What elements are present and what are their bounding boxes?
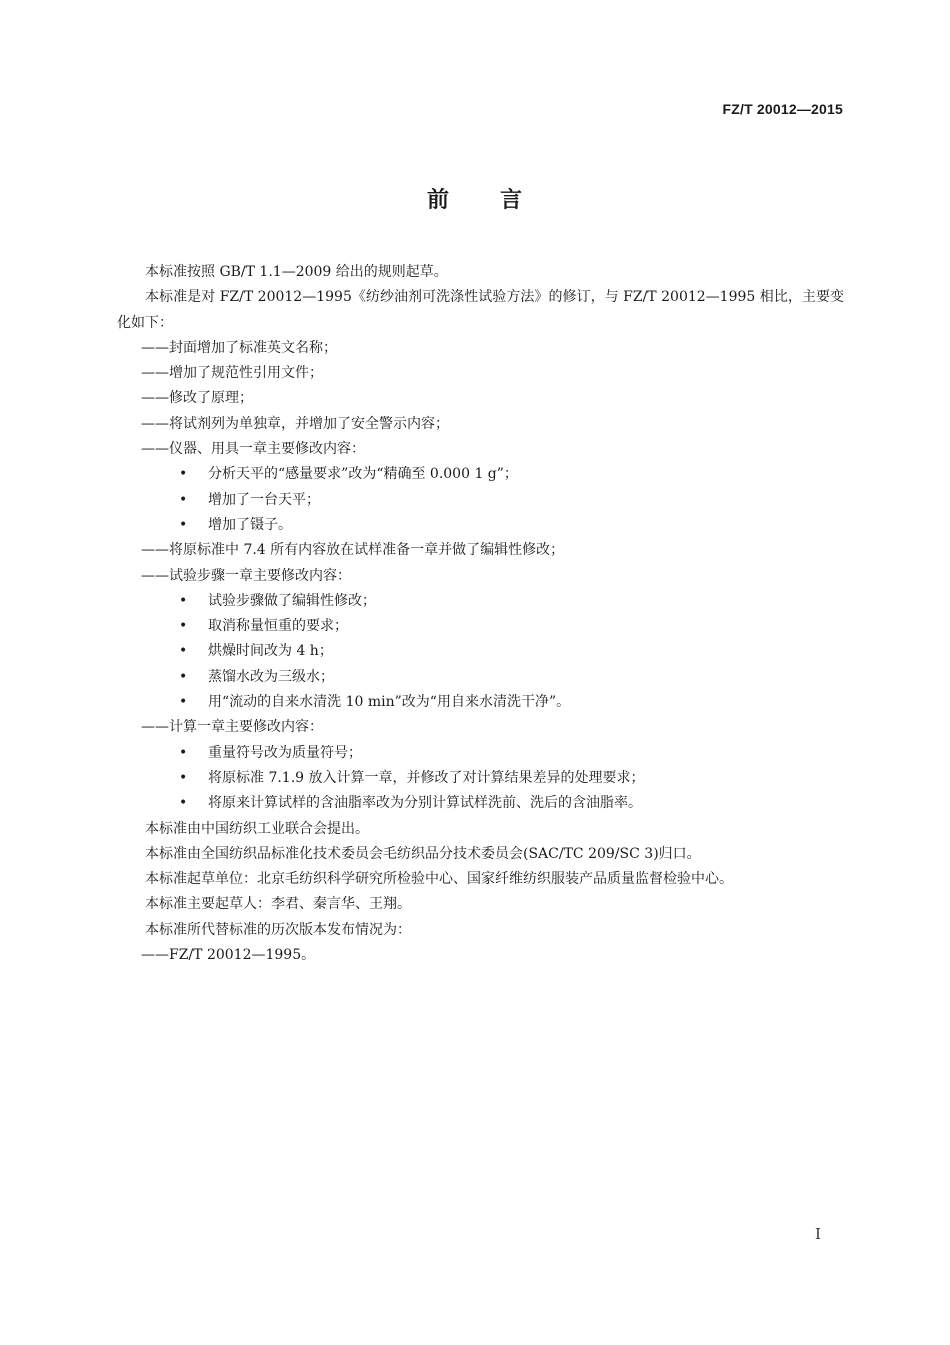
change-item: ——计算一章主要修改内容：	[141, 719, 323, 736]
page-title	[0, 183, 950, 214]
title-part-2: 言	[500, 188, 524, 213]
bullet-icon: •	[179, 491, 188, 508]
paragraph-drafting-units: 本标准起草单位：北京毛纺织科学研究所检验中心、国家纤维纺织服装产品质量监督检验中心。	[145, 871, 733, 888]
paragraph-replaced-editions: 本标准所代替标准的历次版本发布情况为：	[145, 921, 411, 938]
change-item: ——试验步骤一章主要修改内容：	[141, 567, 351, 584]
bullet-icon: •	[179, 592, 188, 609]
sub-change-item: • 分析天平的“感量要求”改为“精确至 0.000 1 g”；	[117, 462, 844, 487]
foreword-body	[117, 260, 844, 968]
standard-code: FZ/T 20012—2015	[722, 101, 843, 117]
sub-change-item: • 增加了镊子。	[117, 513, 844, 538]
paragraph-drafting-rule: 本标准按照 GB/T 1.1—2009 给出的规则起草。	[145, 264, 448, 280]
change-item: ——修改了原理；	[141, 390, 253, 407]
paragraph-drafters: 本标准主要起草人：李君、秦言华、王翔。	[145, 896, 411, 913]
bullet-icon: •	[179, 668, 188, 685]
replaced-edition-item: ——FZ/T 20012—1995。	[141, 947, 316, 964]
bullet-icon: •	[179, 769, 188, 786]
title-part-1: 前	[426, 188, 450, 213]
bullet-icon: •	[179, 643, 188, 660]
change-item: ——增加了规范性引用文件；	[141, 365, 323, 382]
bullet-icon: •	[179, 516, 188, 533]
change-item: ——将原标准中 7.4 所有内容放在试样准备一章并做了编辑性修改；	[141, 542, 565, 559]
sub-change-item: • 试验步骤做了编辑性修改；	[117, 589, 844, 614]
paragraph-proposer: 本标准由中国纺织工业联合会提出。	[145, 820, 369, 837]
sub-change-item: • 蒸馏水改为三级水；	[117, 665, 844, 690]
bullet-icon: •	[179, 795, 188, 812]
change-item: ——封面增加了标准英文名称；	[141, 339, 337, 356]
sub-change-item: • 增加了一台天平；	[117, 488, 844, 513]
sub-change-item: • 将原标准 7.1.9 放入计算一章，并修改了对计算结果差异的处理要求；	[117, 766, 844, 791]
bullet-icon: •	[179, 618, 188, 635]
sub-change-item: • 用“流动的自来水清洗 10 min”改为“用自来水清洗干净”。	[117, 690, 844, 715]
sub-change-item: • 烘燥时间改为 4 h；	[117, 639, 844, 664]
paragraph-revision-intro: 本标准是对 FZ/T 20012—1995《纺纱油剂可洗涤性试验方法》的修订，与 FZ/T 20012—1995 相比，主要变化如下：	[117, 289, 844, 331]
paragraph-administrator: 本标准由全国纺织品标准化技术委员会毛纺织品分技术委员会(SAC/TC 209/SC 3)归口。	[145, 845, 701, 862]
bullet-icon: •	[179, 694, 188, 711]
change-item: ——将试剂列为单独章，并增加了安全警示内容；	[141, 415, 449, 432]
change-item: ——仪器、用具一章主要修改内容：	[141, 441, 365, 458]
sub-change-item: • 将原来计算试样的含油脂率改为分别计算试样洗前、洗后的含油脂率。	[117, 791, 844, 816]
bullet-icon: •	[179, 466, 188, 483]
bullet-icon: •	[179, 744, 188, 761]
sub-change-item: • 取消称量恒重的要求；	[117, 614, 844, 639]
page-number: I	[815, 1225, 821, 1243]
sub-change-item: • 重量符号改为质量符号；	[117, 741, 844, 766]
